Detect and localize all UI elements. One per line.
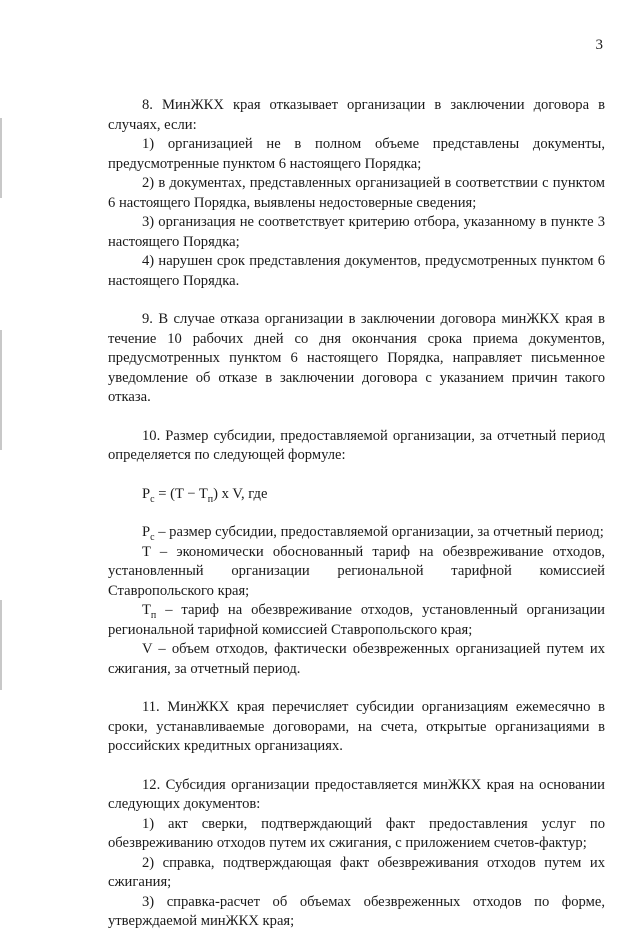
subsidy-formula: $P_c = (T - T_п)$ x V, где [142, 485, 268, 505]
definition-pc: $P_c$ – размер субсидии, предоставляемой организации, за отчетный период; [142, 524, 604, 543]
paragraph-8-item: 4) нарушен срок представления документов, предусмотренных пунктом 6 настоящего Порядка. [108, 253, 605, 289]
scan-edge-mark [0, 330, 2, 450]
definition-t: T – экономически обоснованный тариф на обезвреживание отходов, установленный организации региональной тарифной комиссией Ставропольского края; [108, 543, 605, 599]
paragraph-11: 11. МинЖКХ края перечисляет субсидии организациям ежемесячно в сроки, устанавливаемые договорами, на счета, открытые организациями в российских кредитных организациях. [108, 699, 605, 754]
paragraph-12-lead: 12. Субсидия организации предоставляется минЖКХ края на основании следующих документов: [108, 776, 605, 812]
paragraph-8-item: 3) организация не соответствует критерию отбора, указанному в пункте 3 настоящего Порядка; [108, 214, 605, 250]
scan-edge-mark [0, 600, 2, 690]
document-body [108, 96, 605, 932]
scan-edge-mark [0, 118, 2, 198]
paragraph-12-item: 3) справка-расчет об объемах обезвреженных отходов по форме, утверждаемой минЖКХ края; [108, 893, 605, 929]
paragraph-10: 10. Размер субсидии, предоставляемой организации, за отчетный период определяется по следующей формуле: [108, 427, 605, 463]
page-number: 3 [595, 37, 603, 53]
definition-v: V – объем отходов, фактически обезвреженных организацией путем их сжигания, за отчетный период. [108, 641, 605, 677]
paragraph-8-item: 1) организацией не в полном объеме представлены документы, предусмотренные пунктом 6 настоящего Порядка; [108, 136, 605, 172]
definition-tn: $T_п$ – тариф на обезвреживание отходов, установленный организации региональной тарифной комиссией Ставропольского края; [108, 602, 605, 638]
paragraph-8-item: 2) в документах, представленных организацией в соответствии с пунктом 6 настоящего Порядка, выявлены недостоверные сведения; [108, 175, 605, 211]
paragraph-12-item: 2) справка, подтверждающая факт обезвреживания отходов путем их сжигания; [108, 854, 605, 890]
paragraph-8-lead: 8. МинЖКХ края отказывает организации в заключении договора в случаях, если: [108, 97, 605, 133]
paragraph-12-item: 1) акт сверки, подтверждающий факт предоставления услуг по обезвреживанию отходов путем их сжигания, с приложением счетов-фактур; [108, 815, 605, 851]
paragraph-9: 9. В случае отказа организации в заключении договора минЖКХ края в течение 10 рабочих дней со дня окончания срока приема документов, предусмотренных пунктом 6 настоящего Порядка, направляет письменное уведомление об отказе в заключении договора с указанием причин такого отказа. [108, 311, 605, 405]
